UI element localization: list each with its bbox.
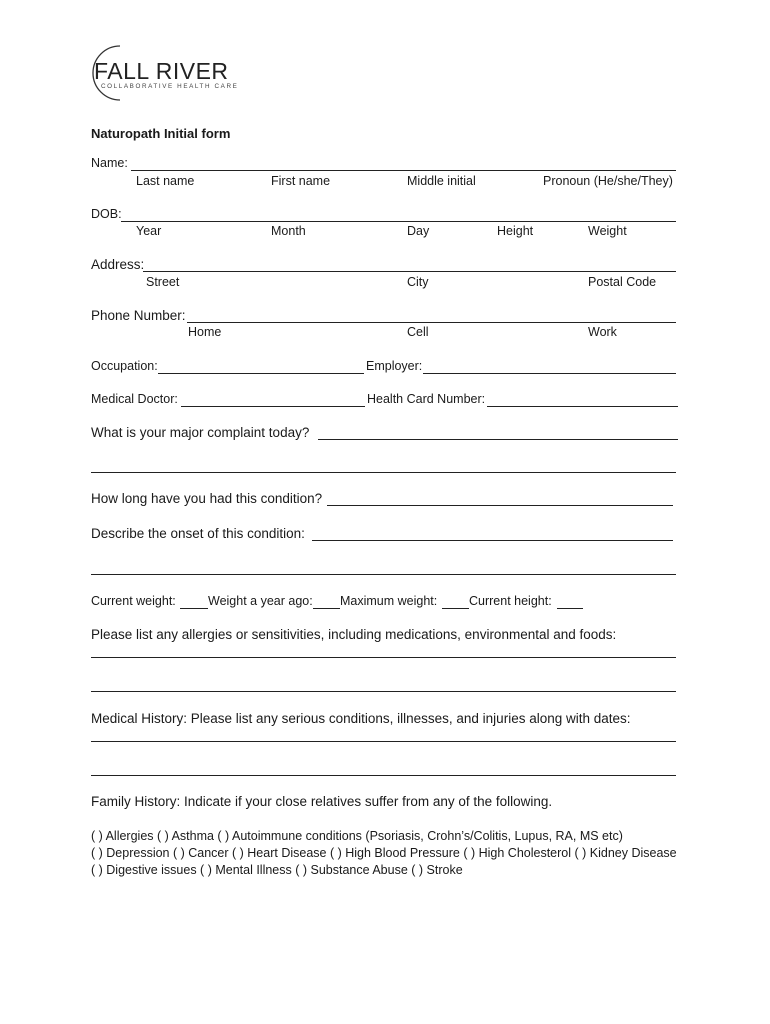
family-history-options-2[interactable]: ( ) Depression ( ) Cancer ( ) Heart Disease ( ) High Blood Pressure ( ) High Cholesterol ( ) Kidney Disease [91, 846, 677, 860]
medical-doctor-input[interactable] [183, 391, 363, 405]
onset-line-1 [312, 540, 673, 541]
maximum-weight-input[interactable] [443, 593, 468, 607]
day-caption: Day [407, 224, 430, 238]
first-name-caption: First name [271, 174, 331, 188]
medical-history-input-2[interactable] [93, 760, 674, 774]
address-line [143, 271, 676, 272]
complaint-line-2 [91, 472, 676, 473]
address-input[interactable] [145, 256, 673, 270]
phone-input[interactable] [189, 307, 673, 321]
occupation-label: Occupation: [91, 359, 158, 373]
fall-river-logo [88, 42, 239, 104]
cell-caption: Cell [407, 325, 429, 339]
year-caption: Year [136, 224, 162, 238]
current-height-label: Current height: [469, 594, 552, 608]
address-label: Address: [91, 257, 145, 272]
allergies-line-1 [91, 657, 676, 658]
complaint-line-1 [318, 439, 678, 440]
medical-history-question: Medical History: Please list any serious conditions, illnesses, and injuries along with dates: [91, 711, 631, 726]
medical-history-line-1 [91, 741, 676, 742]
allergies-input-1[interactable] [93, 642, 674, 656]
logo-tagline: COLLABORATIVE HEALTH CARE [101, 83, 239, 90]
onset-input-2[interactable] [93, 559, 674, 573]
health-card-input[interactable] [489, 391, 676, 405]
last-name-caption: Last name [136, 174, 195, 188]
postal-code-caption: Postal Code [588, 275, 657, 289]
phone-line [187, 322, 676, 323]
employer-label: Employer: [366, 359, 423, 373]
onset-line-2 [91, 574, 676, 575]
medical-doctor-label: Medical Doctor: [91, 392, 178, 406]
employer-line [423, 373, 676, 374]
weight-year-ago-line [313, 608, 340, 609]
family-history-options-1[interactable]: ( ) Allergies ( ) Asthma ( ) Autoimmune conditions (Psoriasis, Crohn’s/Colitis, Lupus, RA, MS etc) [91, 829, 623, 843]
current-weight-input[interactable] [181, 593, 207, 607]
onset-input-1[interactable] [314, 525, 671, 539]
complaint-question: What is your major complaint today? [91, 425, 310, 440]
occupation-line [158, 373, 364, 374]
health-card-line [487, 406, 678, 407]
health-card-label: Health Card Number: [367, 392, 486, 406]
family-history-question: Family History: Indicate if your close relatives suffer from any of the following. [91, 794, 553, 809]
weight-year-ago-input[interactable] [314, 593, 339, 607]
name-label: Name: [91, 156, 128, 170]
family-history-options-3[interactable]: ( ) Digestive issues ( ) Mental Illness ( ) Substance Abuse ( ) Stroke [91, 863, 463, 877]
current-weight-line [180, 608, 208, 609]
name-line [131, 170, 676, 171]
complaint-input-2[interactable] [93, 457, 674, 471]
medical-history-line-2 [91, 775, 676, 776]
current-height-input[interactable] [558, 593, 582, 607]
month-caption: Month [271, 224, 306, 238]
form-title: Naturopath Initial form [91, 126, 231, 141]
city-caption: City [407, 275, 429, 289]
weight-caption: Weight [588, 224, 627, 238]
duration-input[interactable] [329, 490, 671, 504]
complaint-input-1[interactable] [320, 424, 676, 438]
maximum-weight-label: Maximum weight: [340, 594, 438, 608]
occupation-input[interactable] [160, 358, 362, 372]
duration-question: How long have you had this condition? [91, 491, 323, 506]
duration-line [327, 505, 673, 506]
dob-label: DOB: [91, 207, 122, 221]
onset-question: Describe the onset of this condition: [91, 526, 305, 541]
current-weight-label: Current weight: [91, 594, 176, 608]
maximum-weight-line [442, 608, 469, 609]
height-caption: Height [497, 224, 534, 238]
name-input[interactable] [133, 155, 673, 169]
dob-line [121, 221, 676, 222]
dob-input[interactable] [123, 206, 673, 220]
medical-doctor-line [181, 406, 365, 407]
home-caption: Home [188, 325, 222, 339]
street-caption: Street [146, 275, 180, 289]
current-height-line [557, 608, 583, 609]
logo-name: FALL RIVER [94, 58, 229, 84]
phone-label: Phone Number: [91, 308, 186, 323]
allergies-question: Please list any allergies or sensitivities, including medications, environmental and foods: [91, 627, 617, 642]
weight-year-ago-label: Weight a year ago: [208, 594, 313, 608]
middle-initial-caption: Middle initial [407, 174, 476, 188]
medical-history-input-1[interactable] [93, 726, 674, 740]
pronoun-caption: Pronoun (He/she/They) [543, 174, 673, 188]
allergies-input-2[interactable] [93, 676, 674, 690]
employer-input[interactable] [425, 358, 674, 372]
work-caption: Work [588, 325, 617, 339]
allergies-line-2 [91, 691, 676, 692]
